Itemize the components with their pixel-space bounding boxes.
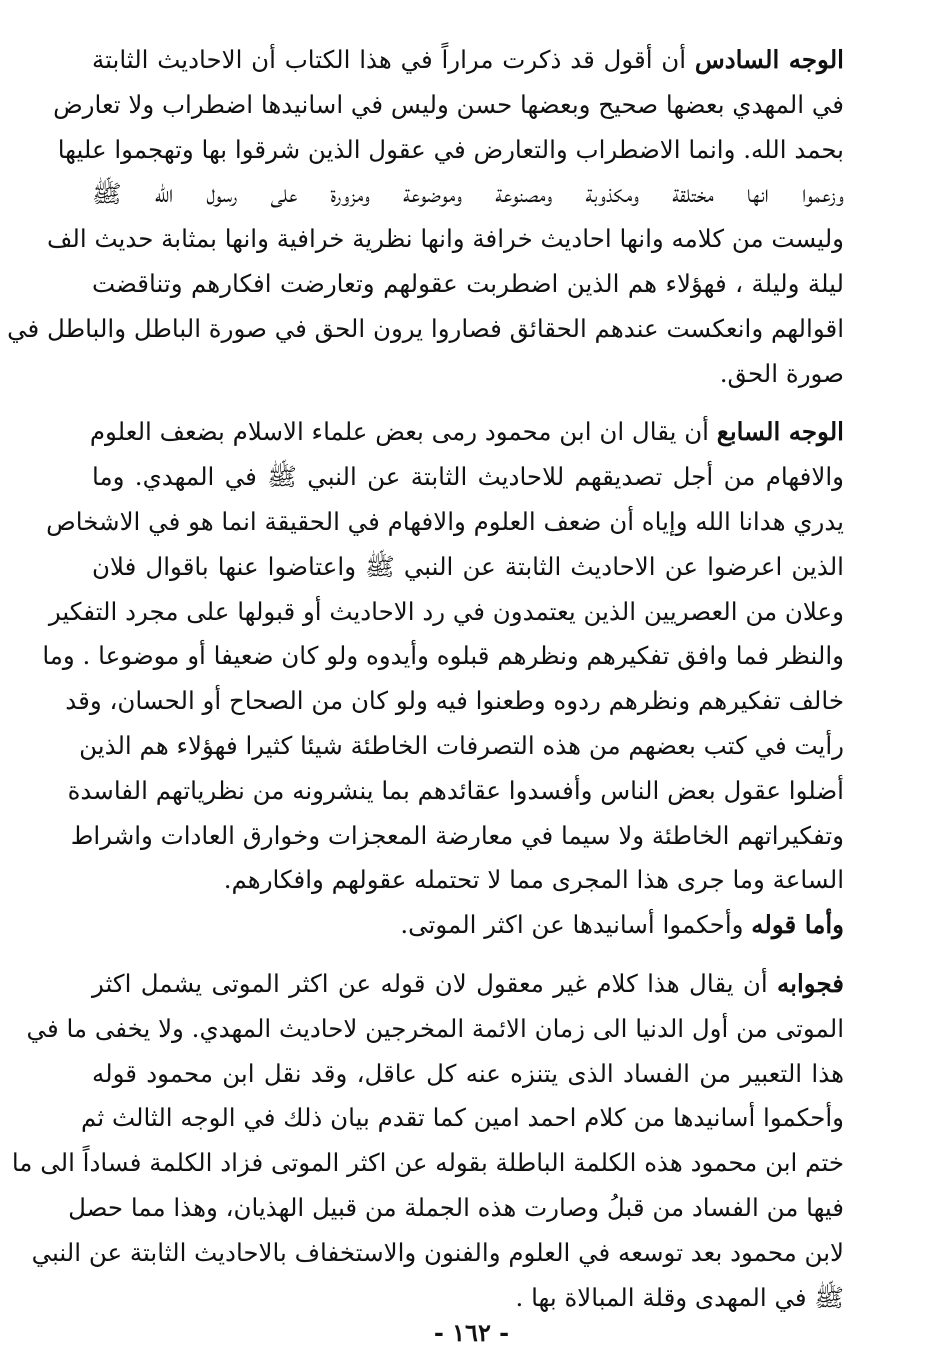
text-line: صورة الحق. [719, 358, 844, 388]
paragraph-heading: فجوابه [777, 968, 844, 998]
text-line: ختم ابن محمود هذه الكلمة الباطلة بقوله عن اكثر الموتى فزاد الكلمة فساداً الى ما [11, 1148, 844, 1178]
text-line: هذا التعبير من الفساد الذى يتنزه عنه كل عاقل، وقد نقل ابن محمود قوله [92, 1058, 844, 1088]
text-line: والنظر فما وافق تفكيرهم ونظرهم قبلوه وأيدوه ولو كان ضعيفا أو موضوعا . وما [42, 641, 844, 671]
text-line: الموتى من أول الدنيا الى زمان الائمة المخرجين لاحاديث المهدي. ولا يخفى ما في [26, 1013, 844, 1043]
text-line: الساعة وما جرى هذا المجرى مما لا تحتمله عقولهم وافكارهم. [223, 865, 844, 895]
text-line: رأيت في كتب بعضهم من هذه التصرفات الخاطئة شيئا كثيرا فهؤلاء هم الذين [79, 730, 844, 760]
text-line [92, 38, 844, 83]
text-line: في المهدي بعضها صحيح وبعضها حسن وليس في اسانيدها اضطراب ولا تعارض [53, 89, 844, 119]
paragraph-heading: الوجه السابع [716, 417, 844, 447]
text-line: الذين اعرضوا عن الاحاديث الثابتة عن النبي ﷺ واعتاضوا عنها باقوال فلان [92, 551, 844, 581]
line-text: أن أقول قد ذكرت مراراً في هذا الكتاب أن الاحاديث الثابتة [92, 45, 687, 74]
paragraph-heading: الوجه السادس [694, 45, 844, 74]
paragraph-gap [92, 948, 844, 962]
paragraph-answer [11, 962, 844, 1320]
text-line [92, 903, 844, 948]
text-line [89, 410, 844, 455]
line-text: وأحكموا أسانيدها عن اكثر الموتى. [400, 910, 744, 940]
text-line: والافهام من أجل تصديقهم للاحاديث الثابتة عن النبي ﷺ في المهدي. وما [92, 462, 844, 492]
text-line: وليست من كلامه وانها احاديث خرافة وانها نظرية خرافية وانها بمثابة حديث الف [47, 224, 844, 254]
text-line: وتفكيراتهم الخاطئة ولا سيما في معارضة المعجزات وخوارق العادات واشراط [70, 820, 844, 850]
text-line: فيها من الفساد من قبلُ وصارت هذه الجملة من قبيل الهذيان، وهذا مما حصل [68, 1192, 844, 1222]
text-line: أضلوا عقول بعض الناس وأفسدوا عقائدهم بما ينشرونه من نظرياتهم الفاسدة [67, 775, 844, 805]
page-body [7, 38, 844, 1318]
text-line: وأحكموا أسانيدها من كلام احمد امين كما تقدم بيان ذلك في الوجه الثالث ثم [81, 1103, 844, 1133]
line-text: أن يقال ان ابن محمود رمى بعض علماء الاسلام بضعف العلوم [89, 417, 709, 447]
text-line: ليلة وليلة ، فهؤلاء هم الذين اضطربت عقولهم وتعارضت افكارهم وتناقضت [92, 268, 844, 298]
paragraph-seventh-aspect [42, 410, 844, 903]
paragraph-heading: وأما قوله [751, 910, 844, 940]
text-line: لابن محمود بعد توسعه في العلوم والفنون والاستخفاف بالاحاديث الثابتة عن النبي [31, 1237, 844, 1267]
text-line: وزعموا انها مختلقة ومكذوبة ومصنوعة وموضوعة ومزورة على رسول الله ﷺ [92, 179, 844, 209]
text-line: يدري هدانا الله وإياه أن ضعف العلوم والافهام في الحقيقة انما هو في الاشخاص [46, 506, 844, 536]
text-line: بحمد الله. وانما الاضطراب والتعارض في عقول الذين شرقوا بها وتهجموا عليها [57, 134, 844, 164]
text-line: وعلان من العصريين الذين يعتمدون في رد الاحاديث أو قبولها على مجرد التفكير [48, 596, 844, 626]
paragraph-his-saying [92, 903, 844, 948]
text-line [92, 962, 844, 1007]
paragraph-gap [92, 396, 844, 410]
text-line: اقوالهم وانعكست عندهم الحقائق فصاروا يرون الحق في صورة الباطل والباطل في [7, 313, 844, 343]
page-number: - ١٦٢ - [433, 1318, 510, 1347]
paragraph-sixth-aspect [7, 38, 844, 396]
line-text: أن يقال هذا كلام غير معقول لان قوله عن اكثر الموتى يشمل اكثر [92, 968, 768, 998]
text-line: خالف تفكيرهم ونظرهم ردوه وطعنوا فيه ولو كان من الصحاح أو الحسان، وقد [65, 686, 844, 716]
text-line: ﷺ في المهدى وقلة المبالاة بها . [515, 1282, 844, 1312]
